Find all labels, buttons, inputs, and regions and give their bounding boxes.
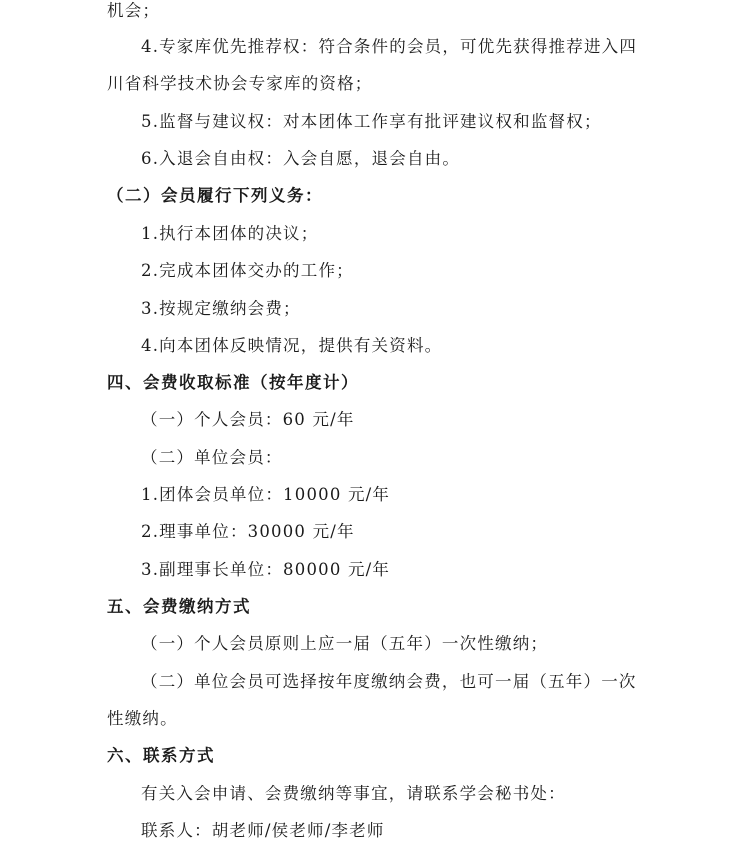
fee-organization-heading: （二）单位会员： <box>141 448 283 467</box>
fee-vice-president-unit: 3.副理事长单位：80000 元/年 <box>141 560 391 579</box>
text-line: 机会； <box>107 1 161 20</box>
obligation-item-3: 3.按规定缴纳会费； <box>141 299 301 318</box>
rights-item-5: 5.监督与建议权：对本团体工作享有批评建议权和监督权； <box>141 112 602 131</box>
fee-individual: （一）个人会员：60 元/年 <box>141 410 355 429</box>
section-heading-fee-standard: 四、会费收取标准（按年度计） <box>107 373 359 392</box>
obligation-item-1: 1.执行本团体的决议； <box>141 224 319 243</box>
section-heading-payment-method: 五、会费缴纳方式 <box>107 597 251 616</box>
rights-item-4-continued: 川省科学技术协会专家库的资格； <box>107 74 373 93</box>
section-heading-obligations: （二）会员履行下列义务： <box>107 186 323 205</box>
rights-item-6: 6.入退会自由权：入会自愿，退会自由。 <box>141 149 461 168</box>
rights-item-4: 4.专家库优先推荐权：符合条件的会员，可优先获得推荐进入四 <box>141 37 638 56</box>
fee-group-member: 1.团体会员单位：10000 元/年 <box>141 485 391 504</box>
fee-director-unit: 2.理事单位：30000 元/年 <box>141 522 355 541</box>
obligation-item-4: 4.向本团体反映情况，提供有关资料。 <box>141 336 443 355</box>
contact-instructions: 有关入会申请、会费缴纳等事宜，请联系学会秘书处： <box>141 784 566 803</box>
contact-persons: 联系人：胡老师/侯老师/李老师 <box>141 821 385 840</box>
payment-individual: （一）个人会员原则上应一届（五年）一次性缴纳； <box>141 634 549 653</box>
payment-organization: （二）单位会员可选择按年度缴纳会费，也可一届（五年）一次 <box>141 672 637 691</box>
obligation-item-2: 2.完成本团体交办的工作； <box>141 261 354 280</box>
section-heading-contact: 六、联系方式 <box>107 746 215 765</box>
payment-organization-continued: 性缴纳。 <box>107 709 178 728</box>
